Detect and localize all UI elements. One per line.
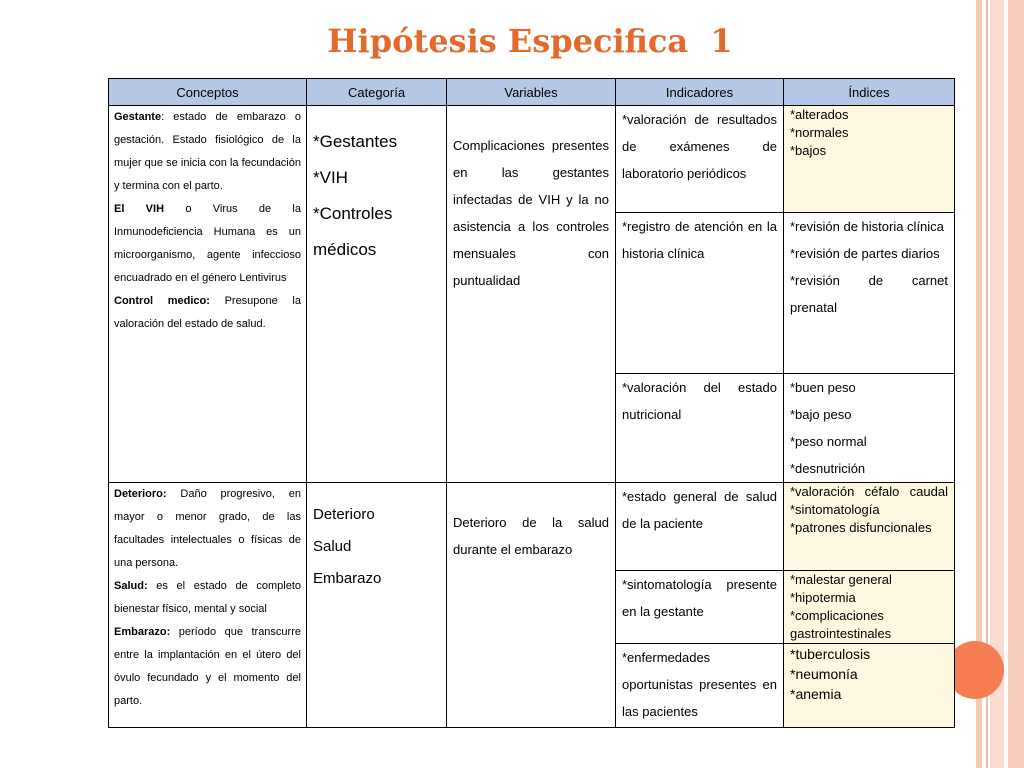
header-conceptos: Conceptos [109, 79, 307, 106]
header-indicadores: Indicadores [616, 79, 784, 106]
category-item: Deterioro [313, 506, 375, 523]
category-item: *Gestantes [313, 132, 398, 151]
categories-cell-2 [307, 483, 447, 728]
index-item: *sintomatología [790, 502, 880, 517]
indicator-cell: *estado general de salud de la paciente [616, 483, 784, 571]
header-row [109, 79, 955, 106]
index-item: *bajos [790, 143, 827, 158]
index-item: *patrones disfuncionales [790, 520, 932, 535]
indices-cell [784, 106, 955, 213]
index-item: *anemia [790, 686, 842, 702]
index-item: *revisión de carnet prenatal [790, 273, 948, 315]
index-item: *neumonía [790, 666, 858, 682]
index-item: *normales [790, 125, 849, 140]
index-item: *complicaciones gastrointestinales [790, 608, 892, 641]
category-item: *Controles médicos [313, 204, 393, 259]
concept-item: Deterioro: Daño progresivo, en mayor o menor grado, de las facultades intelectuales o físicas de una persona. [114, 488, 301, 569]
concepts-cell-1 [109, 106, 307, 483]
index-item: *bajo peso [790, 407, 852, 422]
decor-stripe [1008, 0, 1024, 768]
index-item: *valoración céfalo caudal [790, 484, 948, 499]
indices-cell [784, 571, 955, 644]
indices-cell [784, 483, 955, 571]
index-item: *hipotermia [790, 590, 856, 605]
hypothesis-table [108, 78, 955, 728]
indicator-cell: *registro de atención en la historia clínica [616, 213, 784, 374]
table-row [109, 483, 955, 571]
index-item: *revisión de partes diarios [790, 246, 940, 261]
indicator-cell: *valoración de resultados de exámenes de laboratorio periódicos [616, 106, 784, 213]
concept-item: Salud: es el estado de completo bienestar físico, mental y social [114, 580, 301, 615]
index-item: *alterados [790, 107, 849, 122]
slide-title: Hipótesis Especifica 1 [327, 22, 733, 60]
category-item: *VIH [313, 168, 348, 187]
header-indices: Índices [784, 79, 955, 106]
indicator-cell: *valoración del estado nutricional [616, 374, 784, 483]
category-item: Embarazo [313, 570, 382, 587]
concepts-cell-2 [109, 483, 307, 728]
indicator-cell: *sintomatología presente en la gestante [616, 571, 784, 644]
categories-cell-1 [307, 106, 447, 483]
concept-item: El VIH o Virus de la Inmunodeficiencia Humana es un microorganismo, agente infeccioso encuadrado en el género Lentivirus [114, 203, 301, 284]
indicator-cell: *enfermedades oportunistas presentes en las pacientes [616, 644, 784, 728]
header-variables: Variables [447, 79, 616, 106]
concept-item: Gestante: estado de embarazo o gestación. Estado fisiológico de la mujer que se inicia con la fecundación y termina con el parto. [114, 111, 301, 192]
table-row [109, 106, 955, 213]
variable-cell-2: Deterioro de la salud durante el embarazo [447, 483, 616, 728]
header-categoria: Categoría [307, 79, 447, 106]
concept-item: Embarazo: período que transcurre entre la implantación en el útero del óvulo fecundado y el momento del parto. [114, 626, 301, 707]
index-item: *peso normal [790, 434, 867, 449]
index-item: *revisión de historia clínica [790, 219, 944, 234]
variable-cell-1: Complicaciones presentes en las gestantes infectadas de VIH y la no asistencia a los controles mensuales con puntualidad [447, 106, 616, 483]
category-item: Salud [313, 538, 352, 555]
index-item: *tuberculosis [790, 646, 871, 662]
indices-cell [784, 213, 955, 374]
indices-cell [784, 374, 955, 483]
concept-item: Control medico: Presupone la valoración del estado de salud. [114, 295, 301, 330]
indices-cell [784, 644, 955, 728]
index-item: *buen peso [790, 380, 856, 395]
index-item: *malestar general [790, 572, 892, 587]
index-item: *desnutrición [790, 461, 866, 476]
